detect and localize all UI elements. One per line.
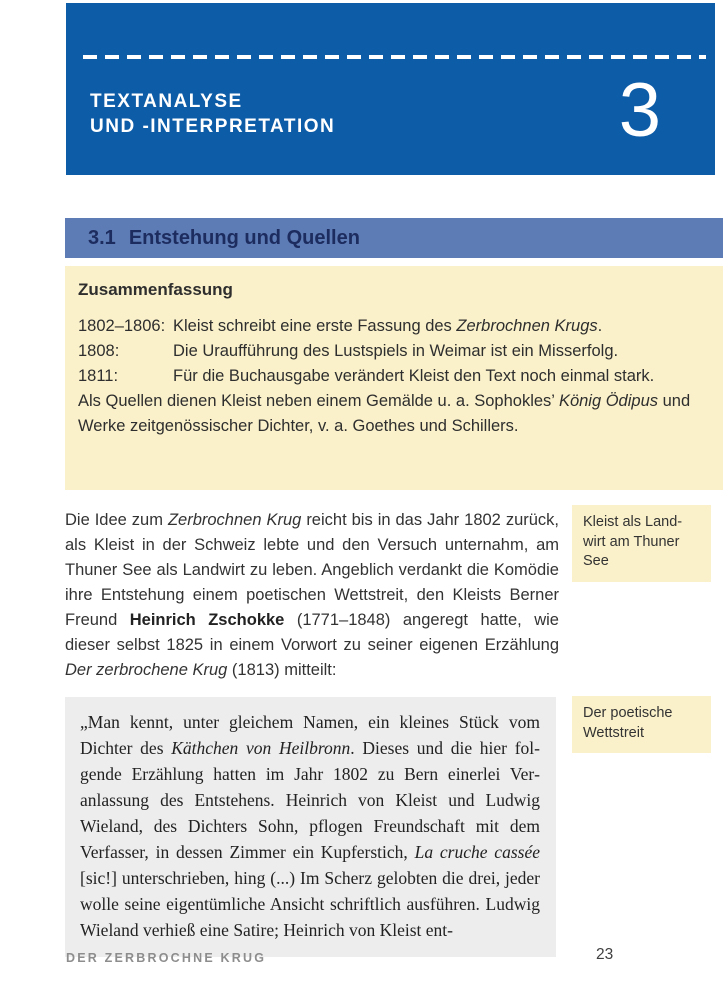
summary-text-segment: und Werke zeitgenössischer Dichter, v. a. Goethes und Schillers. xyxy=(78,392,691,435)
summary-row-text xyxy=(173,339,655,364)
intro-paragraph xyxy=(65,508,559,683)
summary-row xyxy=(78,364,705,389)
summary-row-year: 1811: xyxy=(78,367,119,385)
body-text-segment: (1771–1848) angeregt hatte, wie dieser selbst 1825 in einem Vorwort zu seiner eigenen Erzählung xyxy=(65,611,559,654)
margin-note-line: Kleist als Land- xyxy=(583,514,683,530)
margin-note-line: Wettstreit xyxy=(583,724,644,741)
work-title-italic: La cruche cassée xyxy=(414,842,540,862)
quote-text-segment: [sic!] unterschrieben, hing (...) Im Scherz gelobten die drei, jeder wolle seine eigentümliche Ansicht schriftlich ausführen. Ludwig Wieland verhieß eine Satire; Heinrich von Kleist ent- xyxy=(80,868,540,940)
summary-row-text xyxy=(173,364,655,389)
quote-text-segment: . Dieses und die hier folgende Erzählung hatten im Jahr 1802 zu Bern einerlei Veranlassung des Entstehens. Heinrich von Kleist und Ludwig Wieland, des Dichters Sohn, pflogen Freundschaft mit dem Verfasser, in dessen Zimmer ein Kupferstich, xyxy=(80,738,540,862)
section-heading xyxy=(65,218,723,258)
margin-note-landwirt xyxy=(572,505,711,582)
footer-page-number: 23 xyxy=(596,946,614,963)
summary-row-year: 1808: xyxy=(78,342,120,360)
chapter-title-line2: UND -INTERPRETATION xyxy=(90,116,336,137)
margin-note-line: Der poetische xyxy=(583,705,673,721)
margin-note-wettstreit xyxy=(572,696,711,753)
body-text-segment: reicht bis in das Jahr 1802 zurück, als Kleist in der Schweiz lebte und den Versuch unternahm, am Thuner See als Landwirt zu leben. Angeblich verdankt die Komödie ihre Entstehung einem poetischen Wettstreit, den Kleists Berner Freund xyxy=(65,511,559,629)
summary-row-text xyxy=(173,314,655,339)
quote-block xyxy=(65,697,556,957)
footer-book-title: DER ZERBROCHNE KRUG xyxy=(66,951,267,965)
body-text-segment: (1813) mitteilt: xyxy=(227,661,337,679)
quote-text-segment: „Man kennt, unter gleichem Namen, ein kleines Stück vom Dichter des xyxy=(80,712,540,758)
work-title-italic: Zerbrochnen Krug xyxy=(167,511,302,529)
body-text-segment: Die Idee zum xyxy=(65,511,168,529)
summary-row-year: 1802–1806: xyxy=(78,317,166,335)
work-title-italic: Der zerbrochene Krug xyxy=(65,661,228,679)
summary-sources-note xyxy=(78,389,705,439)
section-number: 3.1 xyxy=(88,227,116,249)
work-title-italic: Käthchen von Heilbronn xyxy=(171,738,351,758)
summary-row xyxy=(78,314,705,339)
summary-text-segment: Für die Buchausgabe verändert Kleist den Text noch einmal stark. xyxy=(173,367,655,385)
summary-heading: Zusammenfassung xyxy=(78,280,233,299)
chapter-title-line1: TEXTANALYSE xyxy=(90,91,243,112)
work-title-italic: Zerbrochnen Krugs xyxy=(456,317,598,335)
chapter-number: 3 xyxy=(618,68,661,153)
section-title: Entstehung und Quellen xyxy=(128,227,360,249)
summary-text-segment: Die Uraufführung des Lustspiels in Weimar ist ein Misserfolg. xyxy=(173,342,619,360)
margin-note-line: wirt am Thuner xyxy=(583,533,680,550)
chapter-title xyxy=(90,89,335,139)
chapter-header xyxy=(66,3,715,175)
margin-note-line: See xyxy=(583,553,609,569)
summary-row xyxy=(78,339,705,364)
summary-text-segment: . xyxy=(597,317,603,335)
summary-text-segment: Kleist schreibt eine erste Fassung des xyxy=(173,317,457,335)
work-title-italic: König Ödipus xyxy=(558,392,659,410)
person-name-bold: Heinrich Zschokke xyxy=(129,611,285,629)
summary-text-segment: Als Quellen dienen Kleist neben einem Gemälde u. a. Sophokles’ xyxy=(78,392,559,410)
dashed-divider xyxy=(83,55,706,59)
summary-box xyxy=(65,266,723,490)
